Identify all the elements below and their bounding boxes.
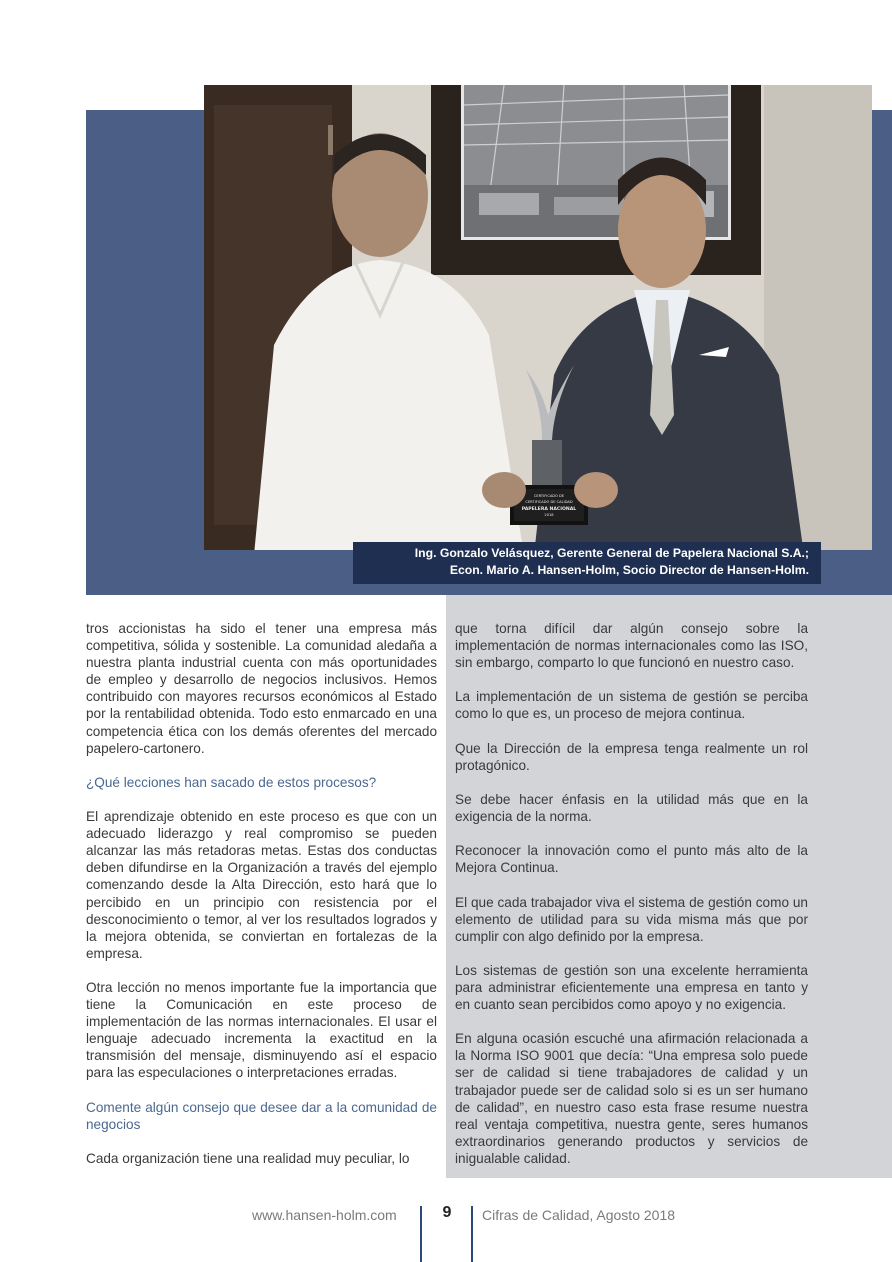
- plaque-line-2: CERTIFICADO DE CALIDAD: [525, 500, 573, 504]
- footer-publication: Cifras de Calidad, Agosto 2018: [482, 1207, 676, 1223]
- question-heading: Comente algún consejo que desee dar a la comunidad de negocios: [86, 1099, 437, 1132]
- paragraph: Cada organización tiene una realidad muy peculiar, lo: [86, 1150, 410, 1166]
- paragraph: El que cada trabajador viva el sistema de gestión como un elemento de utilidad para su vida misma más que por cumplir con algo definido por la empresa.: [455, 894, 808, 944]
- paragraph: Reconocer la innovación como el punto más alto de la Mejora Continua.: [455, 843, 808, 876]
- paragraph: tros accionistas ha sido el tener una empresa más competitiva, sólida y sostenible. La comunidad aledaña a nuestra planta industrial cuenta con más oportunidades de empleo y desarrollo de negocios inclusivos. Hemos contribuido con mayores recursos económicos al Estado por la rentabilidad obtenida. Todo esto enmarcado en una competencia ética con los demás oferentes del mercado papelero-cartonero.: [86, 621, 437, 756]
- caption-line-1: Ing. Gonzalo Velásquez, Gerente General de Papelera Nacional S.A.;: [414, 546, 809, 560]
- left-text-column: [86, 620, 437, 1184]
- paragraph: En alguna ocasión escuché una afirmación relacionada a la Norma ISO 9001 que decía: “Una empresa solo puede ser de calidad si tiene trabajadores de calidad y un trabajador puede ser de calidad solo si es un ser humano de calidad”, en nuestro caso esta frase resume nuestra real ventaja competitiva, nuestra gente, seres humanos extraordinarios generando productos y servicios de inigualable calidad.: [455, 1031, 808, 1166]
- paragraph: Los sistemas de gestión son una excelente herramienta para administrar eficientemente una empresa en tanto y en cuanto sean percibidos como apoyo y no exigencia.: [455, 962, 808, 1013]
- plaque-line-3: PAPELERA NACIONAL: [521, 507, 577, 512]
- award-photo: [204, 85, 872, 550]
- paragraph: Que la Dirección de la empresa tenga realmente un rol protagónico.: [455, 740, 808, 773]
- plaque-line-4: 2018: [544, 513, 554, 517]
- paragraph: Otra lección no menos importante fue la importancia que tiene la Comunicación en este proceso de implementación de las normas internacionales. El usar el lenguaje adecuado incrementa la exactitud en la transmisión del mensaje, disminuyendo así el espacio para las especulaciones o interpretaciones erradas.: [86, 979, 437, 1081]
- page-number: 9: [442, 1204, 452, 1221]
- paragraph: que torna difícil dar algún consejo sobre la implementación de normas internacionales como las ISO, sin embargo, comparto lo que funcionó en nuestro caso.: [455, 621, 808, 671]
- footer-divider-right: [471, 1206, 473, 1262]
- paragraph: La implementación de un sistema de gestión se perciba como lo que es, un proceso de mejora continua.: [455, 689, 808, 722]
- paragraph: Se debe hacer énfasis en la utilidad más que en la exigencia de la norma.: [455, 791, 808, 825]
- photo-caption: [353, 542, 821, 584]
- paragraph: El aprendizaje obtenido en este proceso es que con un adecuado liderazgo y real compromiso se pueden alcanzar las más retadoras metas. Estas dos conductas deben difundirse en la Organización a través del ejemplo comenzando desde la Alta Dirección, esto hará que lo percibido en un principio con resistencia por el desconocimiento o temor, al ver los resultados logrados y la mejora obtenida, se conviertan en fortalezas de la empresa.: [86, 809, 437, 961]
- footer-divider-left: [420, 1206, 422, 1262]
- footer-website[interactable]: www.hansen-holm.com: [252, 1207, 397, 1223]
- plaque-line-1: CERTIFICADO DE: [533, 494, 565, 498]
- right-text-column: [455, 620, 808, 1184]
- question-heading: ¿Qué lecciones han sacado de estos procesos?: [86, 774, 377, 790]
- caption-line-2: Econ. Mario A. Hansen-Holm, Socio Director de Hansen-Holm.: [449, 563, 809, 577]
